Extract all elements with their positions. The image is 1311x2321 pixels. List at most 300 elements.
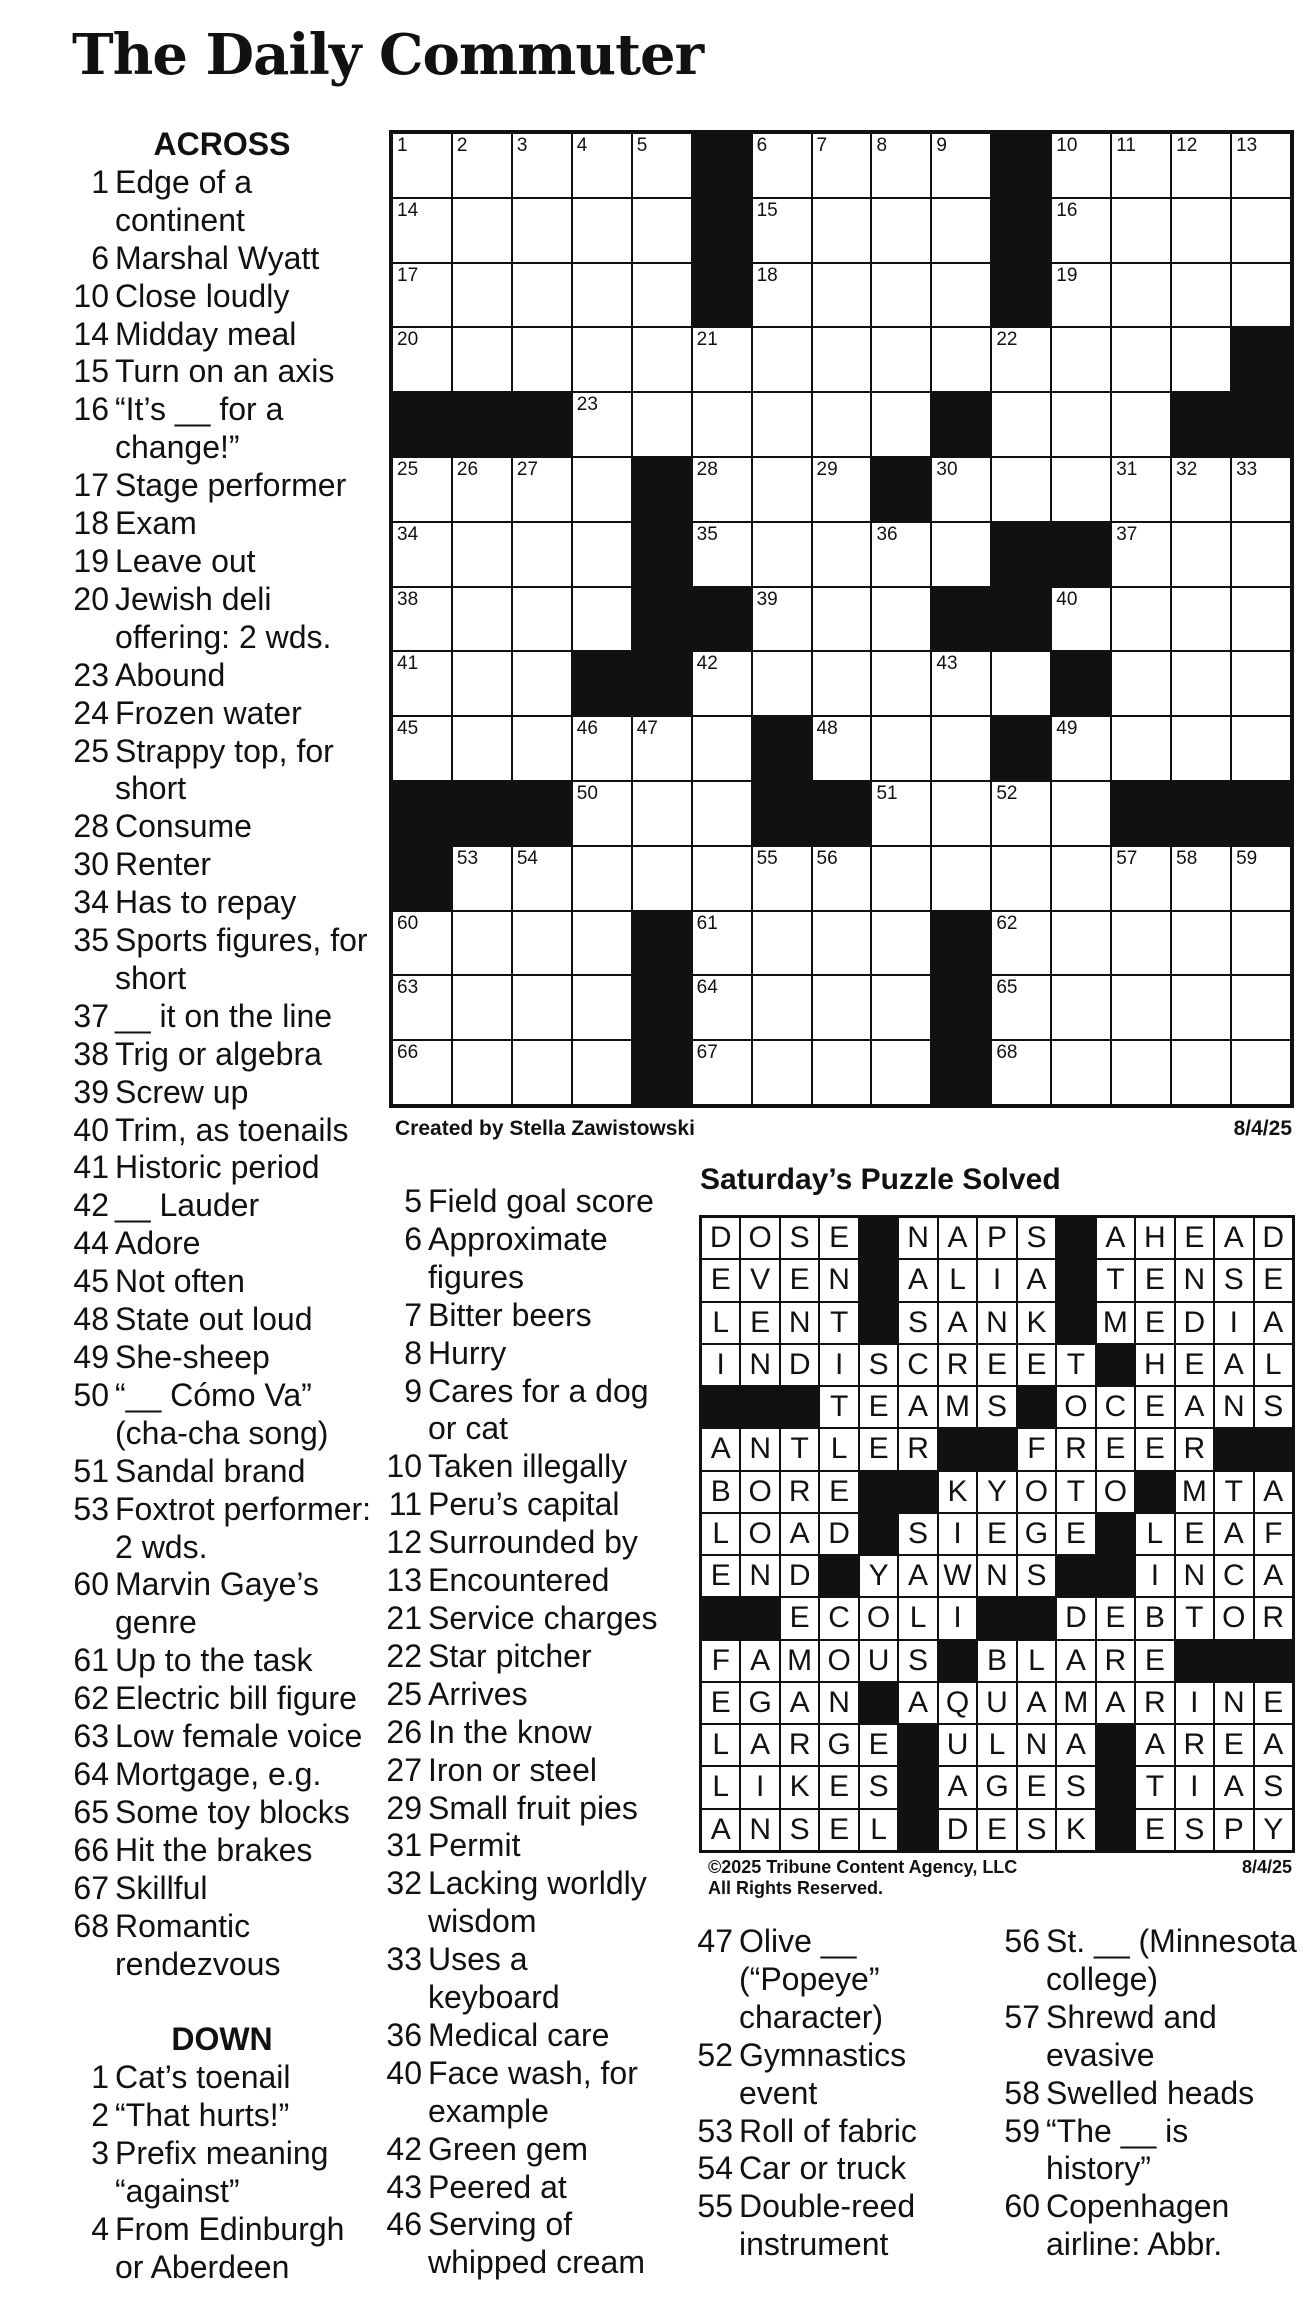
grid-cell[interactable] bbox=[753, 523, 811, 586]
solution-letter: N bbox=[741, 1429, 778, 1469]
solution-letter: E bbox=[741, 1303, 778, 1343]
grid-cell[interactable] bbox=[633, 328, 691, 391]
grid-cell[interactable] bbox=[393, 523, 451, 586]
grid-cell[interactable] bbox=[813, 199, 871, 262]
grid-cell[interactable] bbox=[992, 976, 1050, 1039]
grid-cell[interactable] bbox=[1172, 588, 1230, 651]
solution-black-square bbox=[1176, 1641, 1213, 1681]
solution-date: 8/4/25 bbox=[1241, 1857, 1292, 1877]
grid-cell[interactable] bbox=[513, 912, 571, 975]
grid-cell[interactable] bbox=[633, 199, 691, 262]
grid-cell[interactable] bbox=[1052, 199, 1110, 262]
grid-cell[interactable] bbox=[872, 393, 930, 456]
grid-cell[interactable] bbox=[453, 912, 511, 975]
grid-cell[interactable] bbox=[573, 134, 631, 197]
grid-cell[interactable] bbox=[1052, 328, 1110, 391]
grid-cell[interactable] bbox=[872, 264, 930, 327]
grid-cell[interactable] bbox=[1052, 847, 1110, 910]
grid-cell[interactable] bbox=[1172, 264, 1230, 327]
grid-cell[interactable] bbox=[1052, 264, 1110, 327]
grid-cell[interactable] bbox=[1112, 847, 1170, 910]
clue-text-line: Permit bbox=[428, 1827, 521, 1864]
grid-cell[interactable] bbox=[1052, 393, 1110, 456]
grid-cell[interactable] bbox=[813, 523, 871, 586]
grid-cell[interactable] bbox=[813, 328, 871, 391]
clue-text-line: figures bbox=[428, 1258, 525, 1295]
grid-cell[interactable] bbox=[1052, 458, 1110, 521]
solution-letter: N bbox=[781, 1303, 818, 1343]
grid-cell[interactable] bbox=[513, 199, 571, 262]
grid-cell[interactable] bbox=[693, 458, 751, 521]
grid-cell[interactable] bbox=[1112, 458, 1170, 521]
grid-cell[interactable] bbox=[513, 264, 571, 327]
clue-item bbox=[72, 1453, 372, 1491]
grid-cell[interactable] bbox=[872, 588, 930, 651]
grid-cell[interactable] bbox=[693, 782, 751, 845]
grid-cell[interactable] bbox=[753, 458, 811, 521]
solution-letter: E bbox=[781, 1598, 818, 1638]
clue-text-line: Mortgage, e.g. bbox=[115, 1755, 322, 1792]
cell-number: 68 bbox=[996, 1042, 1018, 1064]
down-clue-list-4 bbox=[1003, 1923, 1309, 2264]
grid-cell[interactable] bbox=[932, 264, 990, 327]
grid-cell[interactable] bbox=[1232, 652, 1290, 715]
clue-text-line: Consume bbox=[115, 808, 252, 845]
grid-cell[interactable] bbox=[753, 912, 811, 975]
grid-cell[interactable] bbox=[1232, 588, 1290, 651]
clue-item bbox=[72, 2097, 372, 2135]
solution-letter: D bbox=[939, 1810, 976, 1850]
grid-cell[interactable] bbox=[393, 717, 451, 780]
grid-cell[interactable] bbox=[872, 782, 930, 845]
grid-cell[interactable] bbox=[573, 847, 631, 910]
solution-letter: T bbox=[1057, 1472, 1094, 1512]
grid-cell[interactable] bbox=[992, 652, 1050, 715]
clue-item bbox=[385, 2169, 685, 2207]
grid-cell[interactable] bbox=[513, 1041, 571, 1104]
solution-letter: Y bbox=[860, 1556, 897, 1596]
grid-cell[interactable] bbox=[932, 652, 990, 715]
clue-text-line: Shrewd and bbox=[1046, 1998, 1217, 2035]
grid-cell[interactable] bbox=[1112, 588, 1170, 651]
grid-cell[interactable] bbox=[1052, 782, 1110, 845]
grid-cell[interactable] bbox=[753, 328, 811, 391]
grid-cell[interactable] bbox=[753, 264, 811, 327]
solution-letter: R bbox=[781, 1472, 818, 1512]
grid-cell[interactable] bbox=[872, 847, 930, 910]
clue-number: 42 bbox=[73, 1187, 109, 1224]
grid-cell[interactable] bbox=[693, 523, 751, 586]
solution-letter: N bbox=[741, 1556, 778, 1596]
solution-letter: W bbox=[939, 1556, 976, 1596]
grid-cell[interactable] bbox=[453, 976, 511, 1039]
grid-cell[interactable] bbox=[573, 199, 631, 262]
black-square bbox=[393, 782, 451, 845]
clue-text-line: From Edinburgh bbox=[115, 2210, 345, 2247]
clue-number: 58 bbox=[1004, 2074, 1040, 2111]
grid-cell[interactable] bbox=[932, 328, 990, 391]
solution-letter: D bbox=[1255, 1218, 1292, 1258]
grid-cell[interactable] bbox=[872, 652, 930, 715]
clue-item bbox=[72, 1301, 372, 1339]
clue-text-line: Cares for a dog bbox=[428, 1372, 649, 1409]
grid-cell[interactable] bbox=[932, 717, 990, 780]
grid-cell[interactable] bbox=[1052, 717, 1110, 780]
grid-cell[interactable] bbox=[453, 523, 511, 586]
grid-cell[interactable] bbox=[453, 328, 511, 391]
solution-letter: N bbox=[978, 1556, 1015, 1596]
grid-cell[interactable] bbox=[1232, 847, 1290, 910]
clue-text-line: Bitter beers bbox=[428, 1296, 592, 1333]
grid-cell[interactable] bbox=[872, 328, 930, 391]
grid-cell[interactable] bbox=[1052, 588, 1110, 651]
grid-cell[interactable] bbox=[872, 976, 930, 1039]
black-square bbox=[1232, 393, 1290, 456]
grid-cell[interactable] bbox=[693, 1041, 751, 1104]
grid-cell[interactable] bbox=[453, 134, 511, 197]
grid-cell[interactable] bbox=[1112, 328, 1170, 391]
grid-cell[interactable] bbox=[513, 458, 571, 521]
grid-cell[interactable] bbox=[633, 782, 691, 845]
solution-letter: L bbox=[1018, 1641, 1055, 1681]
grid-cell[interactable] bbox=[1232, 912, 1290, 975]
grid-cell[interactable] bbox=[1172, 458, 1230, 521]
grid-cell[interactable] bbox=[693, 717, 751, 780]
grid-cell[interactable] bbox=[1232, 976, 1290, 1039]
cell-number: 33 bbox=[1236, 458, 1258, 480]
grid-cell[interactable] bbox=[1172, 523, 1230, 586]
grid-cell[interactable] bbox=[693, 847, 751, 910]
clue-text-line: Peru’s capital bbox=[428, 1486, 620, 1523]
solution-letter: M bbox=[1176, 1472, 1213, 1512]
grid-cell[interactable] bbox=[1052, 1041, 1110, 1104]
grid-cell[interactable] bbox=[1112, 264, 1170, 327]
clue-text-line: example bbox=[428, 2092, 549, 2129]
grid-cell[interactable] bbox=[453, 847, 511, 910]
grid-cell[interactable] bbox=[393, 588, 451, 651]
clue-number: 53 bbox=[697, 2112, 733, 2149]
grid-cell[interactable] bbox=[453, 199, 511, 262]
solution-black-square bbox=[702, 1387, 739, 1427]
solution-letter: A bbox=[1176, 1387, 1213, 1427]
cell-number: 22 bbox=[996, 329, 1018, 351]
solution-letter: P bbox=[978, 1218, 1015, 1258]
clue-number: 44 bbox=[73, 1225, 109, 1262]
grid-cell[interactable] bbox=[753, 976, 811, 1039]
grid-cell[interactable] bbox=[573, 976, 631, 1039]
grid-cell[interactable] bbox=[393, 652, 451, 715]
grid-cell[interactable] bbox=[573, 328, 631, 391]
grid-cell[interactable] bbox=[813, 134, 871, 197]
cell-number: 39 bbox=[756, 588, 778, 610]
solution-letter: A bbox=[781, 1514, 818, 1554]
clue-number: 6 bbox=[91, 239, 109, 276]
grid-cell[interactable] bbox=[573, 912, 631, 975]
solution-letter: A bbox=[1018, 1260, 1055, 1300]
grid-cell[interactable] bbox=[872, 912, 930, 975]
black-square bbox=[992, 523, 1050, 586]
clue-text-line: Gymnastics bbox=[739, 2036, 907, 2073]
clue-text-line: college) bbox=[1046, 1960, 1159, 1997]
grid-cell[interactable] bbox=[992, 912, 1050, 975]
clue-text-line: __ it on the line bbox=[115, 997, 333, 1034]
grid-cell[interactable] bbox=[513, 328, 571, 391]
clue-item bbox=[72, 391, 372, 467]
solution-letter: R bbox=[1097, 1641, 1134, 1681]
grid-cell[interactable] bbox=[453, 264, 511, 327]
grid-cell[interactable] bbox=[513, 652, 571, 715]
black-square bbox=[513, 782, 571, 845]
grid-cell[interactable] bbox=[1112, 976, 1170, 1039]
solution-letter: N bbox=[1176, 1260, 1213, 1300]
grid-cell[interactable] bbox=[513, 847, 571, 910]
clue-item bbox=[385, 1676, 685, 1714]
grid-cell[interactable] bbox=[1112, 717, 1170, 780]
grid-cell[interactable] bbox=[992, 1041, 1050, 1104]
grid-cell[interactable] bbox=[1232, 458, 1290, 521]
grid-cell[interactable] bbox=[1112, 393, 1170, 456]
grid-cell[interactable] bbox=[1172, 847, 1230, 910]
grid-cell[interactable] bbox=[872, 1041, 930, 1104]
grid-cell[interactable] bbox=[393, 328, 451, 391]
solution-black-square bbox=[1097, 1514, 1134, 1554]
clue-text-line: Peered at bbox=[428, 2168, 567, 2205]
grid-cell[interactable] bbox=[393, 264, 451, 327]
cell-number: 31 bbox=[1116, 458, 1138, 480]
clue-text-line: Sports figures, for bbox=[115, 922, 368, 959]
grid-cell[interactable] bbox=[573, 523, 631, 586]
clue-item bbox=[696, 2037, 996, 2113]
grid-cell[interactable] bbox=[513, 134, 571, 197]
grid-cell[interactable] bbox=[633, 264, 691, 327]
clue-text-line: Iron or steel bbox=[428, 1751, 597, 1788]
grid-cell[interactable] bbox=[1112, 912, 1170, 975]
grid-cell[interactable] bbox=[813, 1041, 871, 1104]
grid-cell[interactable] bbox=[573, 264, 631, 327]
grid-cell[interactable] bbox=[693, 328, 751, 391]
grid-cell[interactable] bbox=[1052, 912, 1110, 975]
solution-letter: D bbox=[781, 1556, 818, 1596]
cell-number: 59 bbox=[1236, 847, 1258, 869]
solution-letter: E bbox=[781, 1260, 818, 1300]
grid-cell[interactable] bbox=[813, 393, 871, 456]
clue-text-line: Close loudly bbox=[115, 277, 290, 314]
grid-cell[interactable] bbox=[513, 976, 571, 1039]
solution-black-square bbox=[1018, 1387, 1055, 1427]
solution-letter: E bbox=[1057, 1514, 1094, 1554]
solution-black-square bbox=[860, 1472, 897, 1512]
grid-cell[interactable] bbox=[813, 652, 871, 715]
cell-number: 20 bbox=[397, 329, 419, 351]
grid-cell[interactable] bbox=[932, 458, 990, 521]
clue-text-line: Medical care bbox=[428, 2016, 610, 2053]
solution-letter: E bbox=[702, 1260, 739, 1300]
grid-cell[interactable] bbox=[872, 523, 930, 586]
solution-letter: R bbox=[1176, 1429, 1213, 1469]
cell-number: 16 bbox=[1056, 199, 1078, 221]
cell-number: 47 bbox=[636, 718, 658, 740]
grid-cell[interactable] bbox=[813, 912, 871, 975]
black-square bbox=[693, 264, 751, 327]
down-clue-list-3 bbox=[696, 1923, 996, 2264]
grid-cell[interactable] bbox=[992, 458, 1050, 521]
grid-cell[interactable] bbox=[393, 912, 451, 975]
clue-text-line: Face wash, for bbox=[428, 2054, 638, 2091]
grid-cell[interactable] bbox=[573, 393, 631, 456]
grid-cell[interactable] bbox=[453, 652, 511, 715]
grid-cell[interactable] bbox=[813, 976, 871, 1039]
solution-letter: S bbox=[1018, 1218, 1055, 1258]
clue-text-line: wisdom bbox=[428, 1903, 537, 1940]
grid-cell[interactable] bbox=[1172, 134, 1230, 197]
grid-cell[interactable] bbox=[573, 458, 631, 521]
clue-text-line: Marvin Gaye’s bbox=[115, 1566, 319, 1603]
solution-letter: E bbox=[860, 1387, 897, 1427]
grid-cell[interactable] bbox=[1172, 717, 1230, 780]
grid-cell[interactable] bbox=[1112, 652, 1170, 715]
grid-cell[interactable] bbox=[992, 393, 1050, 456]
cell-number: 1 bbox=[397, 135, 408, 156]
grid-cell[interactable] bbox=[513, 717, 571, 780]
grid-cell[interactable] bbox=[573, 588, 631, 651]
grid-cell[interactable] bbox=[813, 847, 871, 910]
clue-text-line: Encountered bbox=[428, 1562, 610, 1599]
grid-cell[interactable] bbox=[1232, 1041, 1290, 1104]
grid-cell[interactable] bbox=[1172, 912, 1230, 975]
grid-cell[interactable] bbox=[932, 199, 990, 262]
black-square bbox=[513, 393, 571, 456]
grid-cell[interactable] bbox=[1172, 652, 1230, 715]
grid-cell[interactable] bbox=[1112, 1041, 1170, 1104]
clue-item bbox=[72, 1718, 372, 1756]
solution-black-square bbox=[1018, 1598, 1055, 1638]
grid-cell[interactable] bbox=[813, 588, 871, 651]
clue-number: 21 bbox=[386, 1599, 422, 1636]
grid-cell[interactable] bbox=[1232, 199, 1290, 262]
grid-cell[interactable] bbox=[753, 588, 811, 651]
cell-number: 28 bbox=[696, 458, 718, 480]
grid-cell[interactable] bbox=[633, 717, 691, 780]
grid-cell[interactable] bbox=[753, 652, 811, 715]
grid-cell[interactable] bbox=[872, 199, 930, 262]
grid-cell[interactable] bbox=[932, 134, 990, 197]
grid-cell[interactable] bbox=[753, 847, 811, 910]
grid-cell[interactable] bbox=[633, 393, 691, 456]
grid-cell[interactable] bbox=[753, 199, 811, 262]
grid-cell[interactable] bbox=[1052, 976, 1110, 1039]
clue-number: 25 bbox=[386, 1675, 422, 1712]
grid-cell[interactable] bbox=[573, 782, 631, 845]
grid-cell[interactable] bbox=[932, 523, 990, 586]
grid-cell[interactable] bbox=[753, 134, 811, 197]
grid-cell[interactable] bbox=[393, 458, 451, 521]
clue-item bbox=[385, 1297, 685, 1335]
down-clues-column-2 bbox=[385, 1183, 685, 2282]
grid-cell[interactable] bbox=[513, 588, 571, 651]
grid-cell[interactable] bbox=[932, 782, 990, 845]
solution-letter: N bbox=[899, 1218, 936, 1258]
grid-cell[interactable] bbox=[633, 847, 691, 910]
puzzle-credit: Created by Stella Zawistowski bbox=[395, 1117, 695, 1140]
clue-item bbox=[72, 505, 372, 543]
grid-cell[interactable] bbox=[453, 458, 511, 521]
grid-cell[interactable] bbox=[992, 782, 1050, 845]
grid-cell[interactable] bbox=[1232, 264, 1290, 327]
grid-cell[interactable] bbox=[932, 847, 990, 910]
grid-cell[interactable] bbox=[753, 1041, 811, 1104]
grid-cell[interactable] bbox=[1172, 976, 1230, 1039]
grid-cell[interactable] bbox=[1232, 717, 1290, 780]
clue-number: 15 bbox=[73, 353, 109, 390]
grid-cell[interactable] bbox=[753, 393, 811, 456]
grid-cell[interactable] bbox=[393, 1041, 451, 1104]
clue-text-line: Double-reed bbox=[739, 2188, 916, 2225]
solution-letter: O bbox=[741, 1218, 778, 1258]
grid-cell[interactable] bbox=[813, 458, 871, 521]
solution-letter: A bbox=[1136, 1725, 1173, 1765]
grid-cell[interactable] bbox=[1052, 134, 1110, 197]
grid-cell[interactable] bbox=[1232, 134, 1290, 197]
grid-cell[interactable] bbox=[872, 134, 930, 197]
clue-item bbox=[72, 1680, 372, 1718]
grid-cell[interactable] bbox=[393, 199, 451, 262]
black-square bbox=[633, 976, 691, 1039]
grid-cell[interactable] bbox=[992, 328, 1050, 391]
grid-cell[interactable] bbox=[1172, 199, 1230, 262]
grid-cell[interactable] bbox=[813, 264, 871, 327]
grid-cell[interactable] bbox=[1172, 1041, 1230, 1104]
solution-letter: B bbox=[978, 1641, 1015, 1681]
grid-cell[interactable] bbox=[693, 393, 751, 456]
grid-cell[interactable] bbox=[813, 717, 871, 780]
grid-cell[interactable] bbox=[513, 523, 571, 586]
solution-letter: E bbox=[978, 1345, 1015, 1385]
clue-item bbox=[385, 1448, 685, 1486]
grid-cell[interactable] bbox=[573, 717, 631, 780]
clue-text-line: Small fruit pies bbox=[428, 1789, 638, 1826]
grid-cell[interactable] bbox=[1232, 523, 1290, 586]
grid-cell[interactable] bbox=[872, 717, 930, 780]
grid-cell[interactable] bbox=[693, 976, 751, 1039]
grid-cell[interactable] bbox=[992, 847, 1050, 910]
clue-text-line: “against” bbox=[115, 2173, 240, 2210]
grid-cell[interactable] bbox=[693, 912, 751, 975]
grid-cell[interactable] bbox=[1112, 134, 1170, 197]
grid-cell[interactable] bbox=[453, 588, 511, 651]
grid-cell[interactable] bbox=[453, 717, 511, 780]
grid-cell[interactable] bbox=[1112, 523, 1170, 586]
grid-cell[interactable] bbox=[573, 1041, 631, 1104]
grid-cell[interactable] bbox=[693, 652, 751, 715]
clue-item bbox=[1003, 1923, 1309, 1999]
clue-number: 23 bbox=[73, 656, 109, 693]
grid-cell[interactable] bbox=[453, 1041, 511, 1104]
grid-cell[interactable] bbox=[1112, 199, 1170, 262]
clue-number: 65 bbox=[73, 1793, 109, 1830]
grid-cell[interactable] bbox=[393, 134, 451, 197]
clue-text-line: Has to repay bbox=[115, 884, 297, 921]
solution-letter: D bbox=[1057, 1598, 1094, 1638]
clue-number: 25 bbox=[73, 732, 109, 769]
grid-cell[interactable] bbox=[1172, 328, 1230, 391]
solution-letter: M bbox=[1097, 1303, 1134, 1343]
clue-text-line: Historic period bbox=[115, 1149, 320, 1186]
crossword-grid bbox=[389, 130, 1294, 1108]
grid-cell[interactable] bbox=[393, 976, 451, 1039]
grid-cell[interactable] bbox=[633, 134, 691, 197]
solution-letter: R bbox=[1136, 1683, 1173, 1723]
black-square bbox=[633, 1041, 691, 1104]
